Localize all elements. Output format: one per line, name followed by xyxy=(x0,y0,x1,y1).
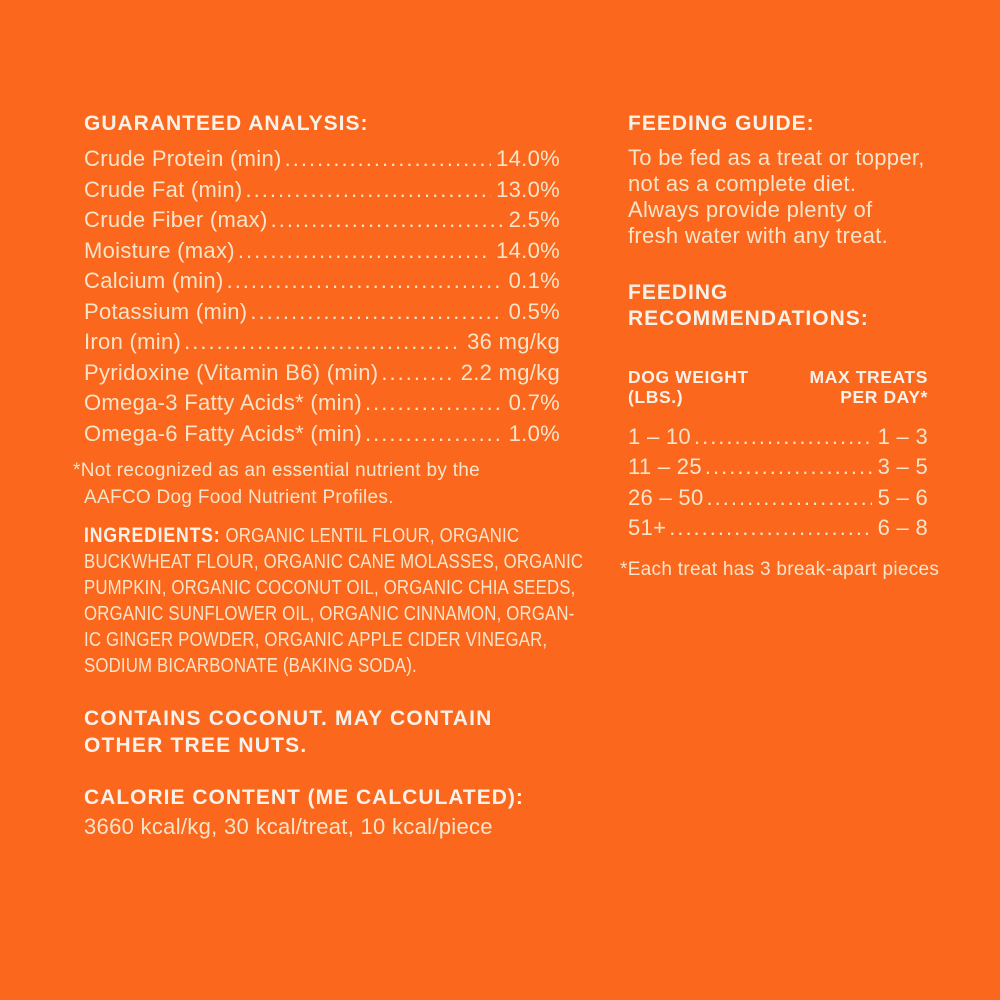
analysis-label: Potassium (min) xyxy=(84,298,248,324)
dot-leader xyxy=(707,483,872,513)
table-row xyxy=(628,422,928,452)
ingredients-line: SODIUM BICARBONATE (BAKING SODA). xyxy=(84,655,417,677)
feeding-recommendations-section xyxy=(620,280,940,583)
analysis-footnote-line: AAFCO Dog Food Nutrient Profiles. xyxy=(84,487,394,508)
analysis-value: 1.0% xyxy=(508,420,560,446)
allergen-line: OTHER TREE NUTS. xyxy=(84,734,308,757)
analysis-row xyxy=(84,327,560,358)
treats-range: 6 – 8 xyxy=(877,515,928,541)
analysis-row xyxy=(84,266,560,297)
treats-range: 3 – 5 xyxy=(877,454,928,480)
calorie-content-title: CALORIE CONTENT (ME CALCULATED): xyxy=(84,786,524,809)
column-header-max-treats: MAX TREATS PER DAY* xyxy=(809,367,928,407)
ingredients-text: ORGANIC LENTIL FLOUR, ORGANIC xyxy=(225,525,520,547)
right-column xyxy=(620,112,940,583)
ingredients-line xyxy=(84,523,520,549)
analysis-label: Pyridoxine (Vitamin B6) (min) xyxy=(84,359,379,385)
dot-leader xyxy=(184,327,462,358)
feeding-table-footnote: *Each treat has 3 break-apart pieces xyxy=(620,558,940,580)
feeding-recommendations-title: FEEDING RECOMMENDATIONS: xyxy=(628,281,869,330)
analysis-row xyxy=(84,358,560,389)
analysis-label: Crude Fiber (max) xyxy=(84,207,268,232)
guaranteed-analysis-section xyxy=(73,112,560,511)
dot-leader xyxy=(227,266,504,297)
feeding-guide-line: fresh water with any treat. xyxy=(628,223,888,248)
calorie-content-section xyxy=(84,786,560,840)
analysis-label: Crude Fat (min) xyxy=(84,176,243,202)
analysis-label: Calcium (min) xyxy=(84,268,224,293)
guaranteed-analysis-title: GUARANTEED ANALYSIS: xyxy=(84,112,369,135)
dot-leader xyxy=(365,419,504,450)
analysis-row xyxy=(84,175,560,206)
analysis-value: 36 mg/kg xyxy=(467,329,560,354)
analysis-value: 2.2 mg/kg xyxy=(460,359,560,385)
analysis-row xyxy=(84,236,560,267)
analysis-footnote-line: *Not recognized as an essential nutrient by the xyxy=(73,460,481,481)
allergen-line: CONTAINS COCONUT. MAY CONTAIN xyxy=(84,707,493,730)
analysis-row xyxy=(84,419,560,450)
analysis-footnote xyxy=(73,457,560,511)
analysis-value: 13.0% xyxy=(496,176,560,202)
ingredients-title: INGREDIENTS: xyxy=(84,524,221,547)
weight-range: 26 – 50 xyxy=(628,484,704,510)
dot-leader xyxy=(694,422,872,452)
analysis-value: 2.5% xyxy=(508,207,560,232)
analysis-row xyxy=(84,144,560,175)
analysis-value: 14.0% xyxy=(496,146,560,171)
ingredients-line: PUMPKIN, ORGANIC COCONUT OIL, ORGANIC CHIA SEEDS, xyxy=(84,577,576,599)
feeding-guide-line: To be fed as a treat or topper, xyxy=(628,145,925,170)
treats-range: 1 – 3 xyxy=(877,424,928,449)
column-header-dog-weight: DOG WEIGHT (LBS.) xyxy=(628,367,749,407)
analysis-value: 0.5% xyxy=(508,298,560,324)
analysis-label: Crude Protein (min) xyxy=(84,146,282,171)
feeding-guide-line: not as a complete diet. xyxy=(628,171,857,196)
dot-leader xyxy=(285,144,491,175)
calorie-content-value: 3660 kcal/kg, 30 kcal/treat, 10 kcal/piece xyxy=(84,814,493,839)
analysis-row xyxy=(84,388,560,419)
feeding-guide-title: FEEDING GUIDE: xyxy=(628,112,815,135)
treats-range: 5 – 6 xyxy=(877,484,928,510)
allergen-statement xyxy=(84,705,560,759)
feeding-guide-text xyxy=(628,145,928,249)
dot-leader xyxy=(250,297,503,328)
analysis-label: Omega-6 Fatty Acids* (min) xyxy=(84,420,362,446)
table-row xyxy=(628,513,928,543)
analysis-value: 0.7% xyxy=(508,390,560,415)
dot-leader xyxy=(669,513,871,543)
analysis-label: Iron (min) xyxy=(84,329,182,354)
dot-leader xyxy=(238,236,491,267)
analysis-value: 0.1% xyxy=(508,268,560,293)
guaranteed-analysis-rows xyxy=(84,144,560,449)
ingredients-line: IC GINGER POWDER, ORGANIC APPLE CIDER VINEGAR, xyxy=(84,629,548,651)
left-column xyxy=(73,112,584,840)
feeding-table-header xyxy=(628,368,928,407)
analysis-value: 14.0% xyxy=(496,237,560,263)
feeding-guide-line: Always provide plenty of xyxy=(628,197,873,222)
ingredients-line: ORGANIC SUNFLOWER OIL, ORGANIC CINNAMON, ORGAN- xyxy=(84,603,575,625)
dot-leader xyxy=(271,205,504,236)
dot-leader xyxy=(365,388,504,419)
analysis-label: Omega-3 Fatty Acids* (min) xyxy=(84,390,362,415)
dot-leader xyxy=(246,175,492,206)
weight-range: 11 – 25 xyxy=(628,454,702,480)
ingredients-section xyxy=(84,523,584,679)
table-row xyxy=(628,452,928,482)
table-row xyxy=(628,483,928,513)
weight-range: 51+ xyxy=(628,515,667,541)
analysis-row xyxy=(84,297,560,328)
weight-range: 1 – 10 xyxy=(628,424,691,449)
analysis-row xyxy=(84,205,560,236)
ingredients-line: BUCKWHEAT FLOUR, ORGANIC CANE MOLASSES, ORGANIC xyxy=(84,551,584,573)
analysis-label: Moisture (max) xyxy=(84,237,235,263)
dot-leader xyxy=(381,358,455,389)
feeding-guide-section xyxy=(628,112,928,249)
dot-leader xyxy=(705,452,872,482)
feeding-table-rows xyxy=(628,422,928,544)
